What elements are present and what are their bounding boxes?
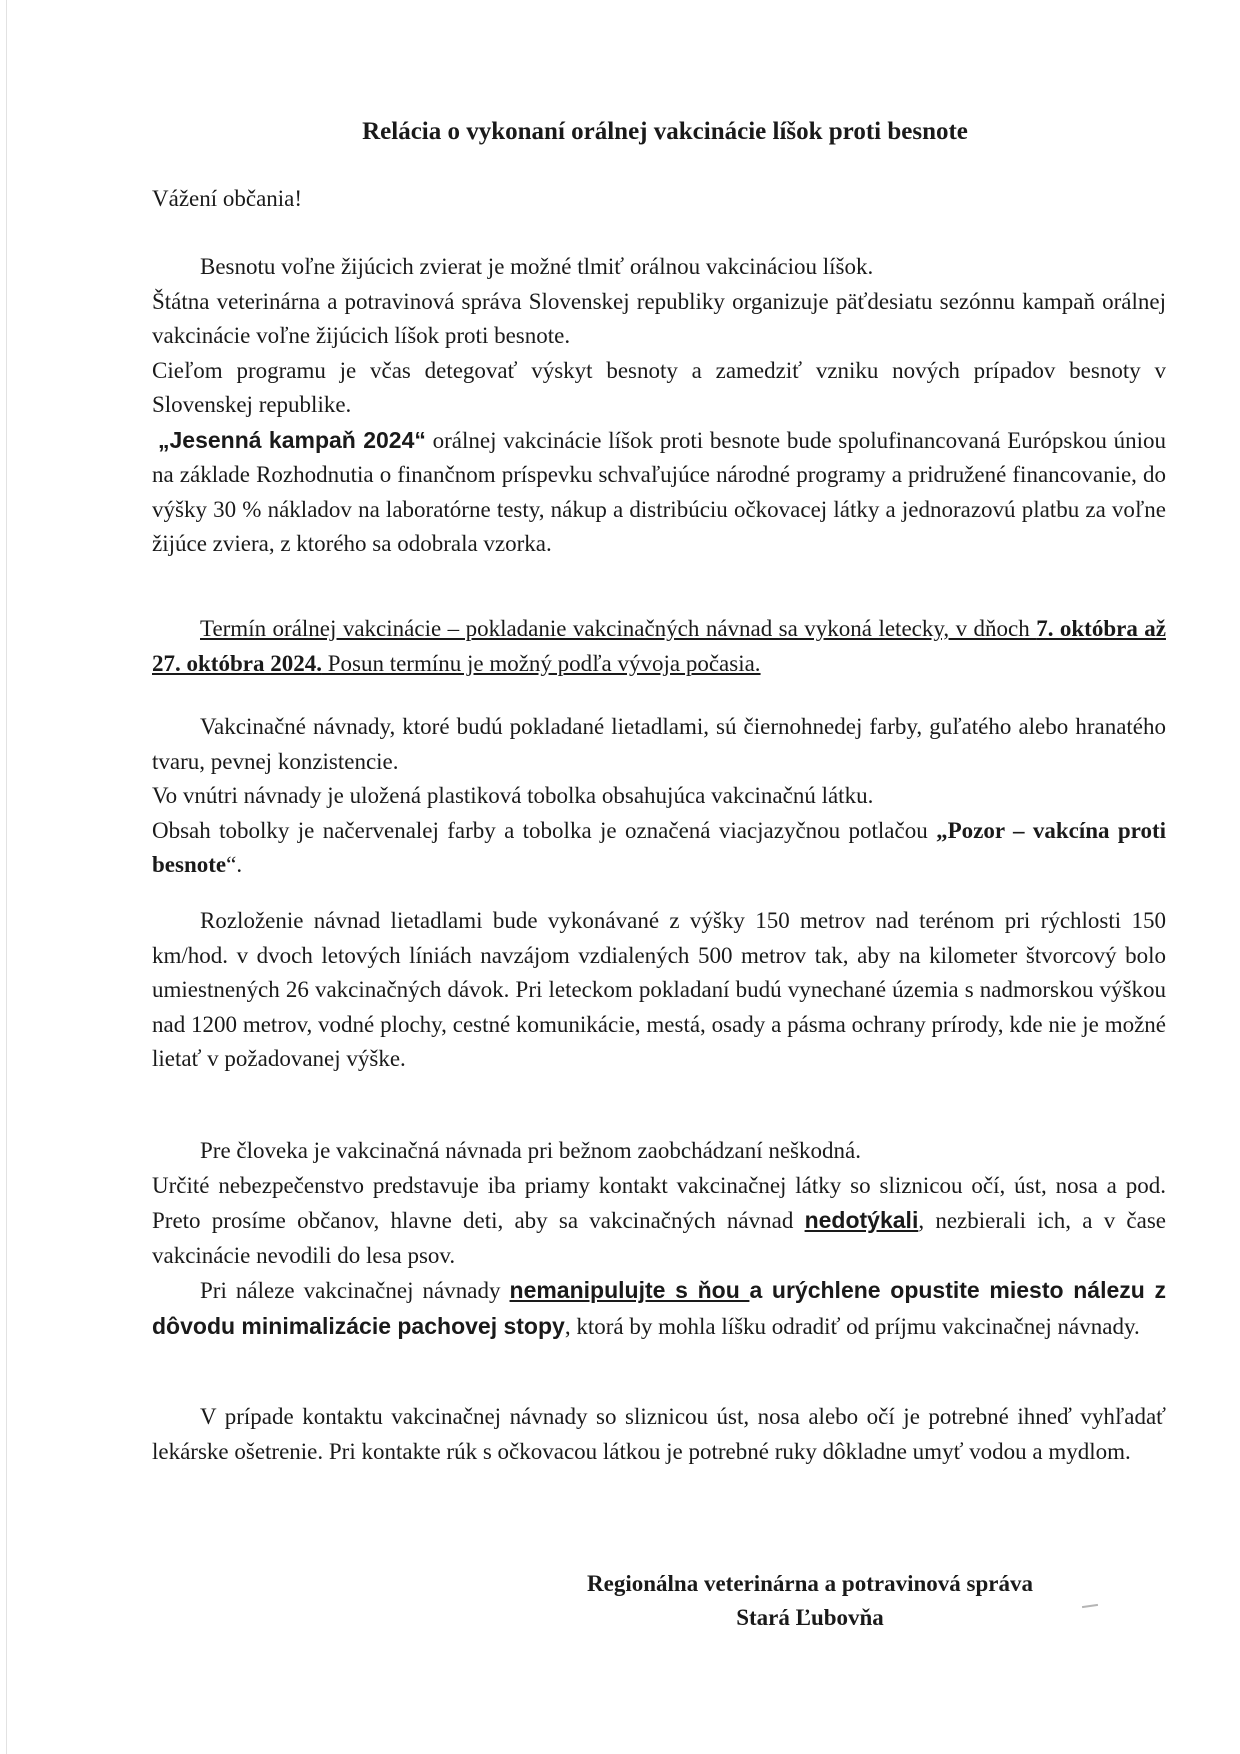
salutation: Vážení občania! (152, 186, 303, 211)
capsule-warning: „Pozor – vakcína proti besnote (152, 817, 1166, 877)
bait-sentence-3 (152, 814, 1166, 883)
date-intro: Termín orálnej vakcinácie – pokladanie vakcinačných návnad sa vykoná letecky, v dňoch (200, 616, 1037, 641)
safety-sentence-1: Pre človeka je vakcinačná návnada pri bežnom zaobchádzaní neškodná. (200, 1138, 861, 1163)
finding-bait-text: Pri náleze vakcinačnej návnady (200, 1278, 510, 1303)
date-range: 7. októbra až 27. októbra 2024. (152, 616, 1166, 676)
date-note: Posun termínu je možný podľa vývoja počasia. (321, 650, 761, 676)
intro-sentence-4 (152, 423, 1166, 562)
capsule-warning-end: “. (226, 852, 243, 877)
intro-sentence-1: Besnotu voľne žijúcich zvierat je možné tlmiť orálnou vakcináciou líšok. (200, 254, 874, 279)
paragraph-distribution (152, 904, 1166, 1077)
contact-text: V prípade kontaktu vakcinačnej návnady so sliznicou úst, nosa alebo očí je potrebné ihneď vyhľadať lekárske ošetrenie. Pri kontakte rúk s očkovacou látkou je potrebné ruky dôkladne umyť vodou a mydlom. (152, 1404, 1166, 1464)
paragraph-safety (152, 1134, 1166, 1344)
capsule-text: Obsah tobolky je načervenalej farby a tobolka je označená viacjazyčnou potlačou (152, 817, 937, 843)
safety-warning-text: Určité nebezpečenstvo predstavuje iba priamy kontakt vakcinačnej látky so sliznicou očí, úst, nosa a pod. Preto prosíme občanov, hlavne deti, aby sa vakcinačných návnad (152, 1172, 1166, 1233)
safety-sentence-2 (152, 1169, 1166, 1274)
leave-the-place: a urýchlene opustite miesto nálezu z dôvodu minimalizácie pachovej stopy (152, 1277, 1166, 1339)
safety-warning-end: , nezbierali ich, a v čase vakcinácie nevodili do lesa psov. (152, 1208, 1166, 1268)
do-not-handle: nemanipulujte s ňou (509, 1277, 750, 1303)
intro-sentence-3: Cieľom programu je včas detegovať výskyt besnoty a zamedziť vzniku nových prípadov besnoty v Slovenskej republike. (152, 357, 1166, 417)
do-not-touch: nedotýkali (804, 1207, 919, 1233)
paragraph-bait-description (152, 710, 1166, 883)
scan-edge-line (6, 0, 7, 1754)
signature-city: Stará Ľubovňa (736, 1605, 884, 1630)
bait-sentence-1: Vakcinačné návnady, ktoré budú pokladané lietadlami, sú čiernohnedej farby, guľatého alebo hranatého tvaru, pevnej konzistencie. (152, 714, 1166, 774)
paragraph-date (152, 612, 1166, 681)
document-title: Relácia o vykonaní orálnej vakcinácie líšok proti besnote (362, 118, 968, 145)
vaccination-date-text (152, 612, 1166, 681)
finding-bait-end: , ktorá by mohla líšku odradiť od príjmu vakcinačnej návnady. (564, 1313, 1140, 1339)
campaign-name: „Jesenná kampaň 2024“ (158, 426, 426, 453)
distribution-text: Rozloženie návnad lietadlami bude vykonávané z výšky 150 metrov nad terénom pri rýchlosti 150 km/hod. v dvoch letových líniách navzájom vzdialených 500 metrov tak, aby na kilometer štvorcový bolo umiestnených 26 vakcinačných dávok. Pri leteckom pokladaní budú vynechané územia s nadmorskou výškou nad 1200 metrov, vodné plochy, cestné komunikácie, mestá, osady a pásma ochrany prírody, kde nie je možné lietať v požadovanej výške. (152, 908, 1166, 1071)
paragraph-contact (152, 1400, 1166, 1469)
intro-sentence-2: Štátna veterinárna a potravinová správa Slovenskej republiky organizuje päťdesiatu sezónnu kampaň orálnej vakcinácie voľne žijúcich líšok proti besnote. (152, 288, 1166, 348)
safety-sentence-3 (152, 1273, 1166, 1344)
campaign-description: orálnej vakcinácie líšok proti besnote bude spolufinancovaná Európskou úniou na základe Rozhodnutia o finančnom príspevku schvaľujúce národné programy a pridružené financovanie, do výšky 30 % nákladov na laboratórne testy, nákup a distribúciu očkovacej látky a jednorazovú platbu za voľne žijúce zviera, z ktorého sa odobrala vzorka. (152, 427, 1166, 556)
signature-authority: Regionálna veterinárna a potravinová správa (587, 1571, 1033, 1596)
bait-sentence-2: Vo vnútri návnady je uložená plastiková tobolka obsahujúca vakcinačnú látku. (152, 783, 874, 808)
paragraph-intro (152, 250, 1166, 562)
signature-block (500, 1567, 1120, 1635)
